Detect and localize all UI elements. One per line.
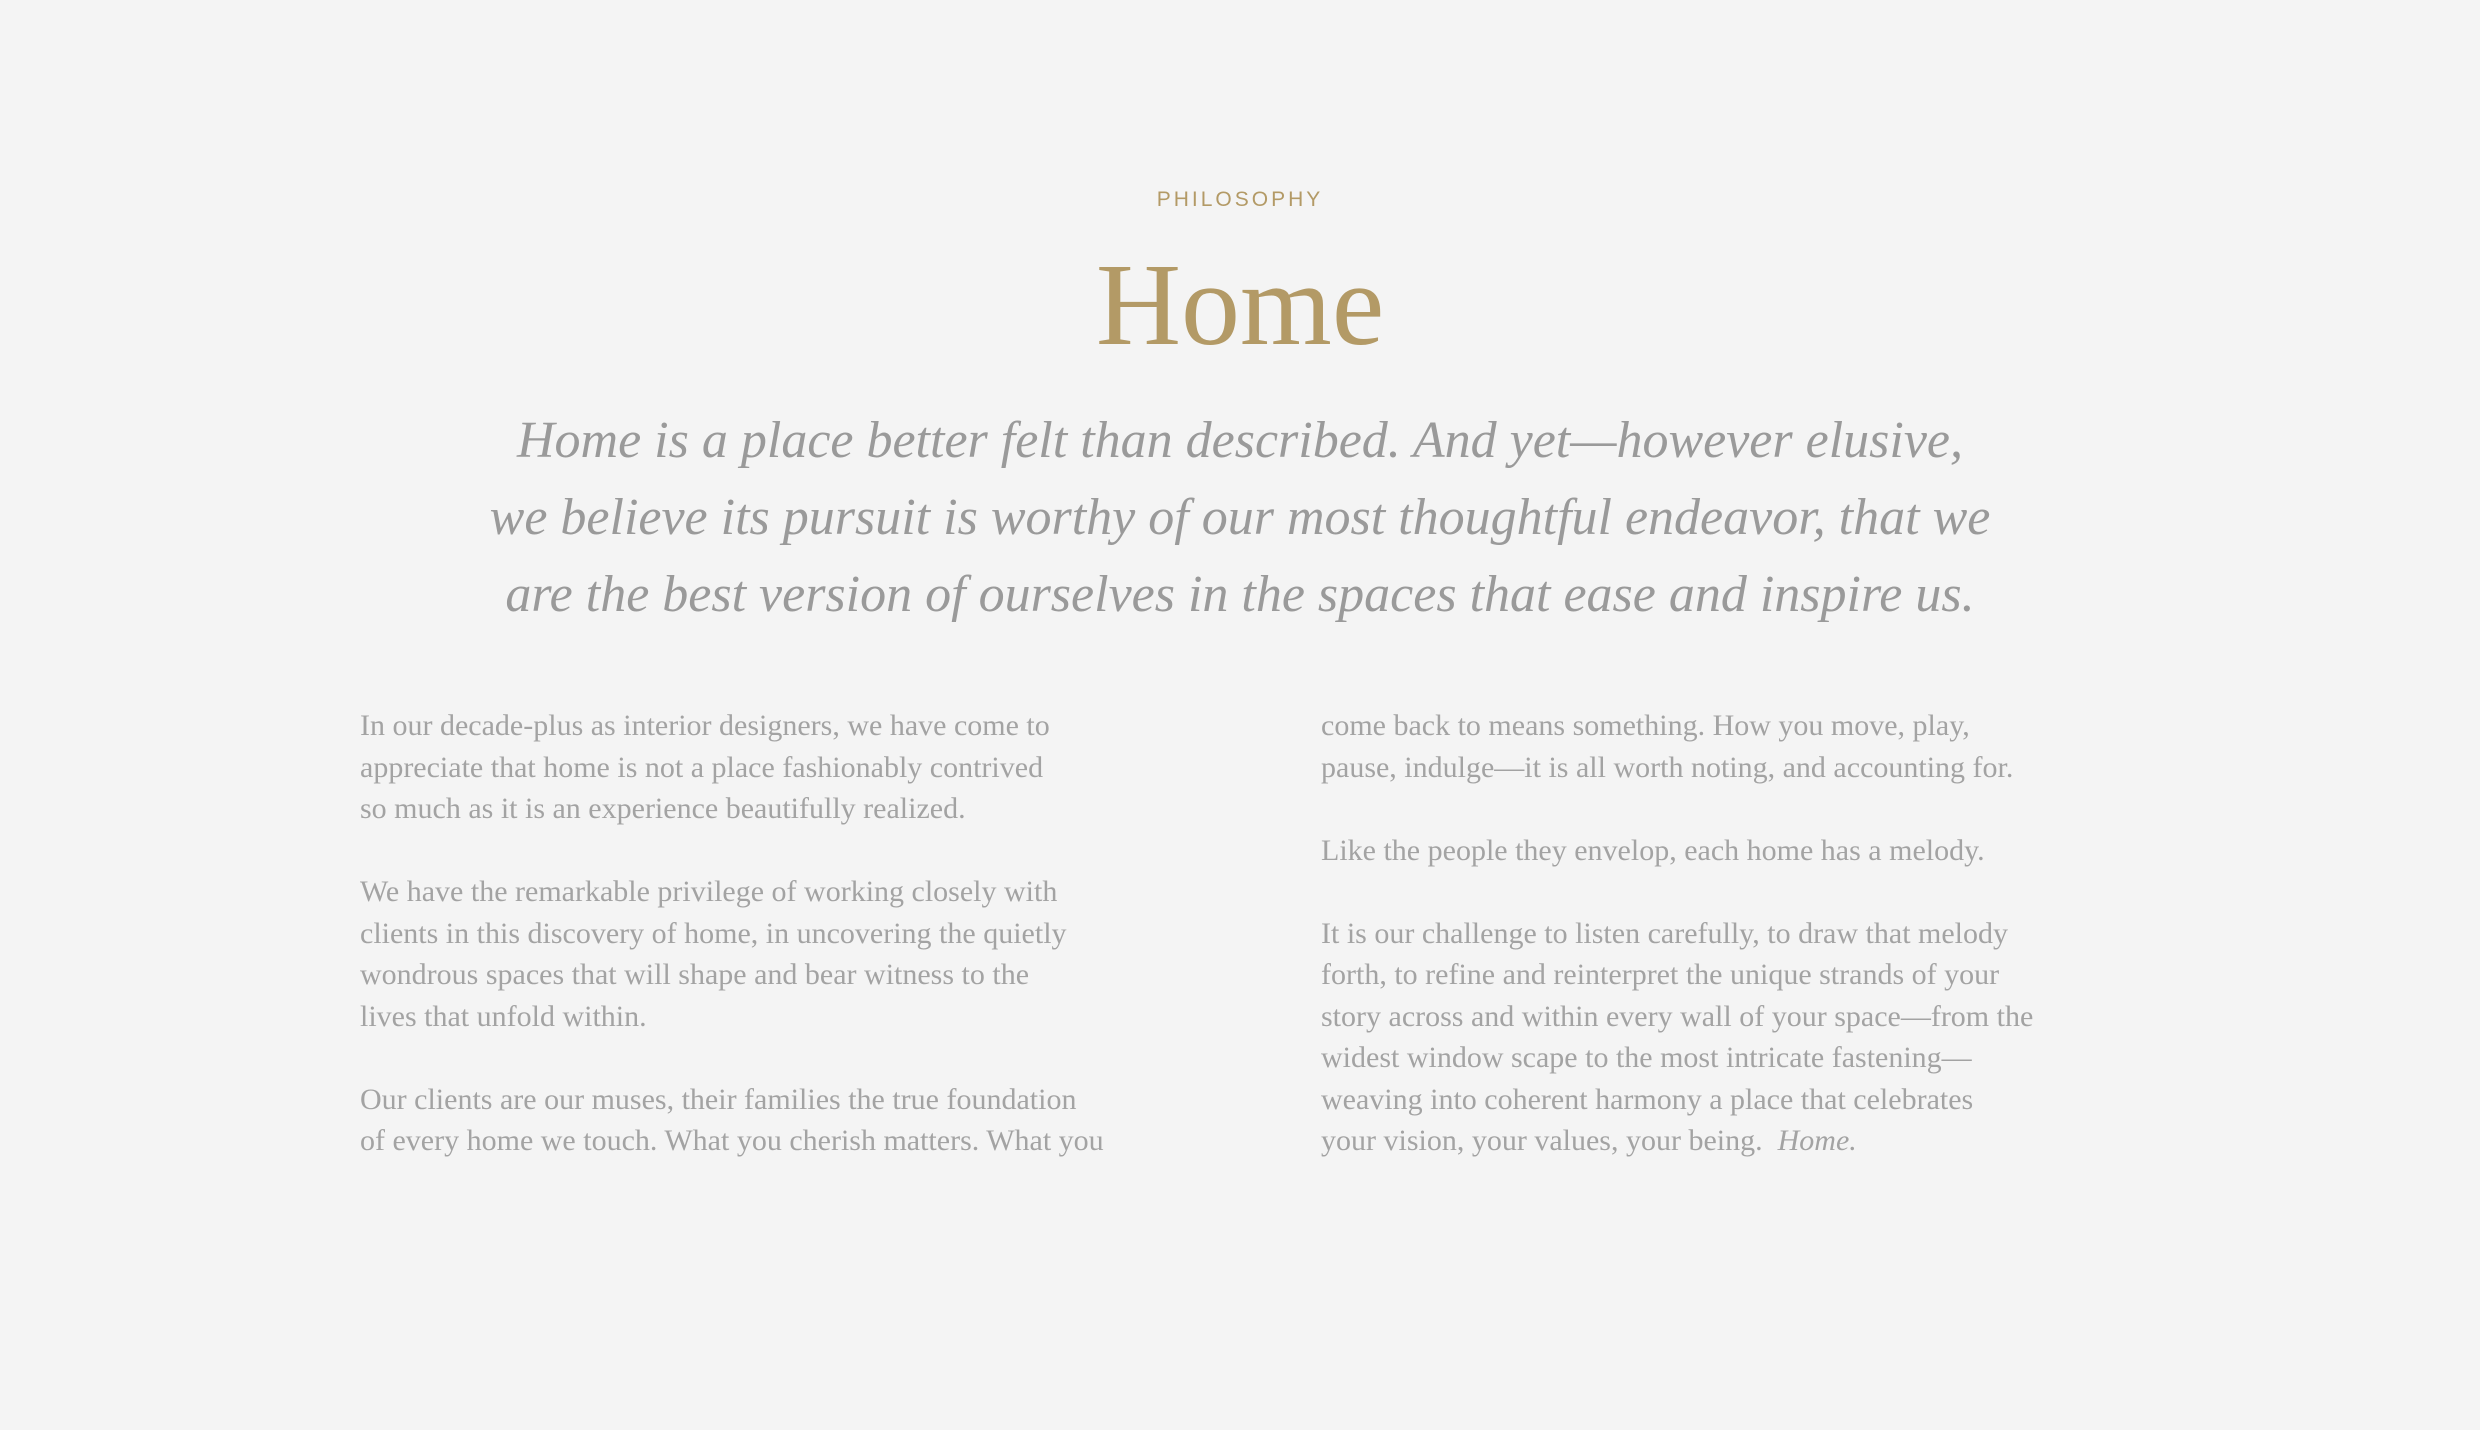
quote-line: are the best version of ourselves in the spaces that ease and inspire us. <box>505 566 1975 623</box>
quote-line: we believe its pursuit is worthy of our most thoughtful endeavor, that we <box>489 489 1991 546</box>
body-paragraph <box>1321 705 2181 788</box>
body-paragraph <box>360 871 1220 1037</box>
body-paragraph <box>1321 830 2181 872</box>
body-paragraph <box>360 705 1220 830</box>
paragraph-line: story across and within every wall of your space—from the <box>1321 999 2034 1033</box>
signoff-text: Home. <box>1777 1124 1857 1157</box>
paragraph-line: We have the remarkable privilege of working closely with <box>360 875 1058 908</box>
paragraph-line: of every home we touch. What you cherish matters. What you <box>360 1124 1104 1157</box>
paragraph-line: forth, to refine and reinterpret the unique strands of your <box>1321 958 2000 991</box>
body-paragraph <box>360 1079 1220 1162</box>
paragraph-line-text: your vision, your values, your being. <box>1321 1124 1763 1157</box>
paragraph-line: Our clients are our muses, their families the true foundation <box>360 1082 1077 1116</box>
body-column-left <box>360 705 1220 1203</box>
quote-line: Home is a place better felt than described. And yet—however elusive, <box>517 412 1963 469</box>
paragraph-line <box>1321 1120 2181 1162</box>
paragraph-line: weaving into coherent harmony a place that celebrates <box>1321 1082 1974 1116</box>
section-title: Home <box>1095 239 1385 370</box>
body-paragraph <box>1321 913 2181 1162</box>
section-eyebrow: PHILOSOPHY <box>1156 188 1324 211</box>
paragraph-line: so much as it is an experience beautifully realized. <box>360 792 966 825</box>
paragraph-line: Like the people they envelop, each home has a melody. <box>1321 833 1985 867</box>
paragraph-line: It is our challenge to listen carefully, to draw that melody <box>1321 916 2009 950</box>
paragraph-line: appreciate that home is not a place fashionably contrived <box>360 750 1044 784</box>
body-column-right <box>1321 705 2181 1203</box>
paragraph-line: wondrous spaces that will shape and bear witness to the <box>360 958 1030 991</box>
paragraph-line: In our decade-plus as interior designers, we have come to <box>360 709 1050 742</box>
philosophy-quote <box>340 402 2140 633</box>
paragraph-line: widest window scape to the most intricate fastening— <box>1321 1041 1972 1074</box>
paragraph-line: come back to means something. How you move, play, <box>1321 709 1970 742</box>
paragraph-line: pause, indulge—it is all worth noting, and accounting for. <box>1321 750 2014 784</box>
paragraph-line: clients in this discovery of home, in uncovering the quietly <box>360 916 1067 950</box>
paragraph-line: lives that unfold within. <box>360 999 647 1033</box>
